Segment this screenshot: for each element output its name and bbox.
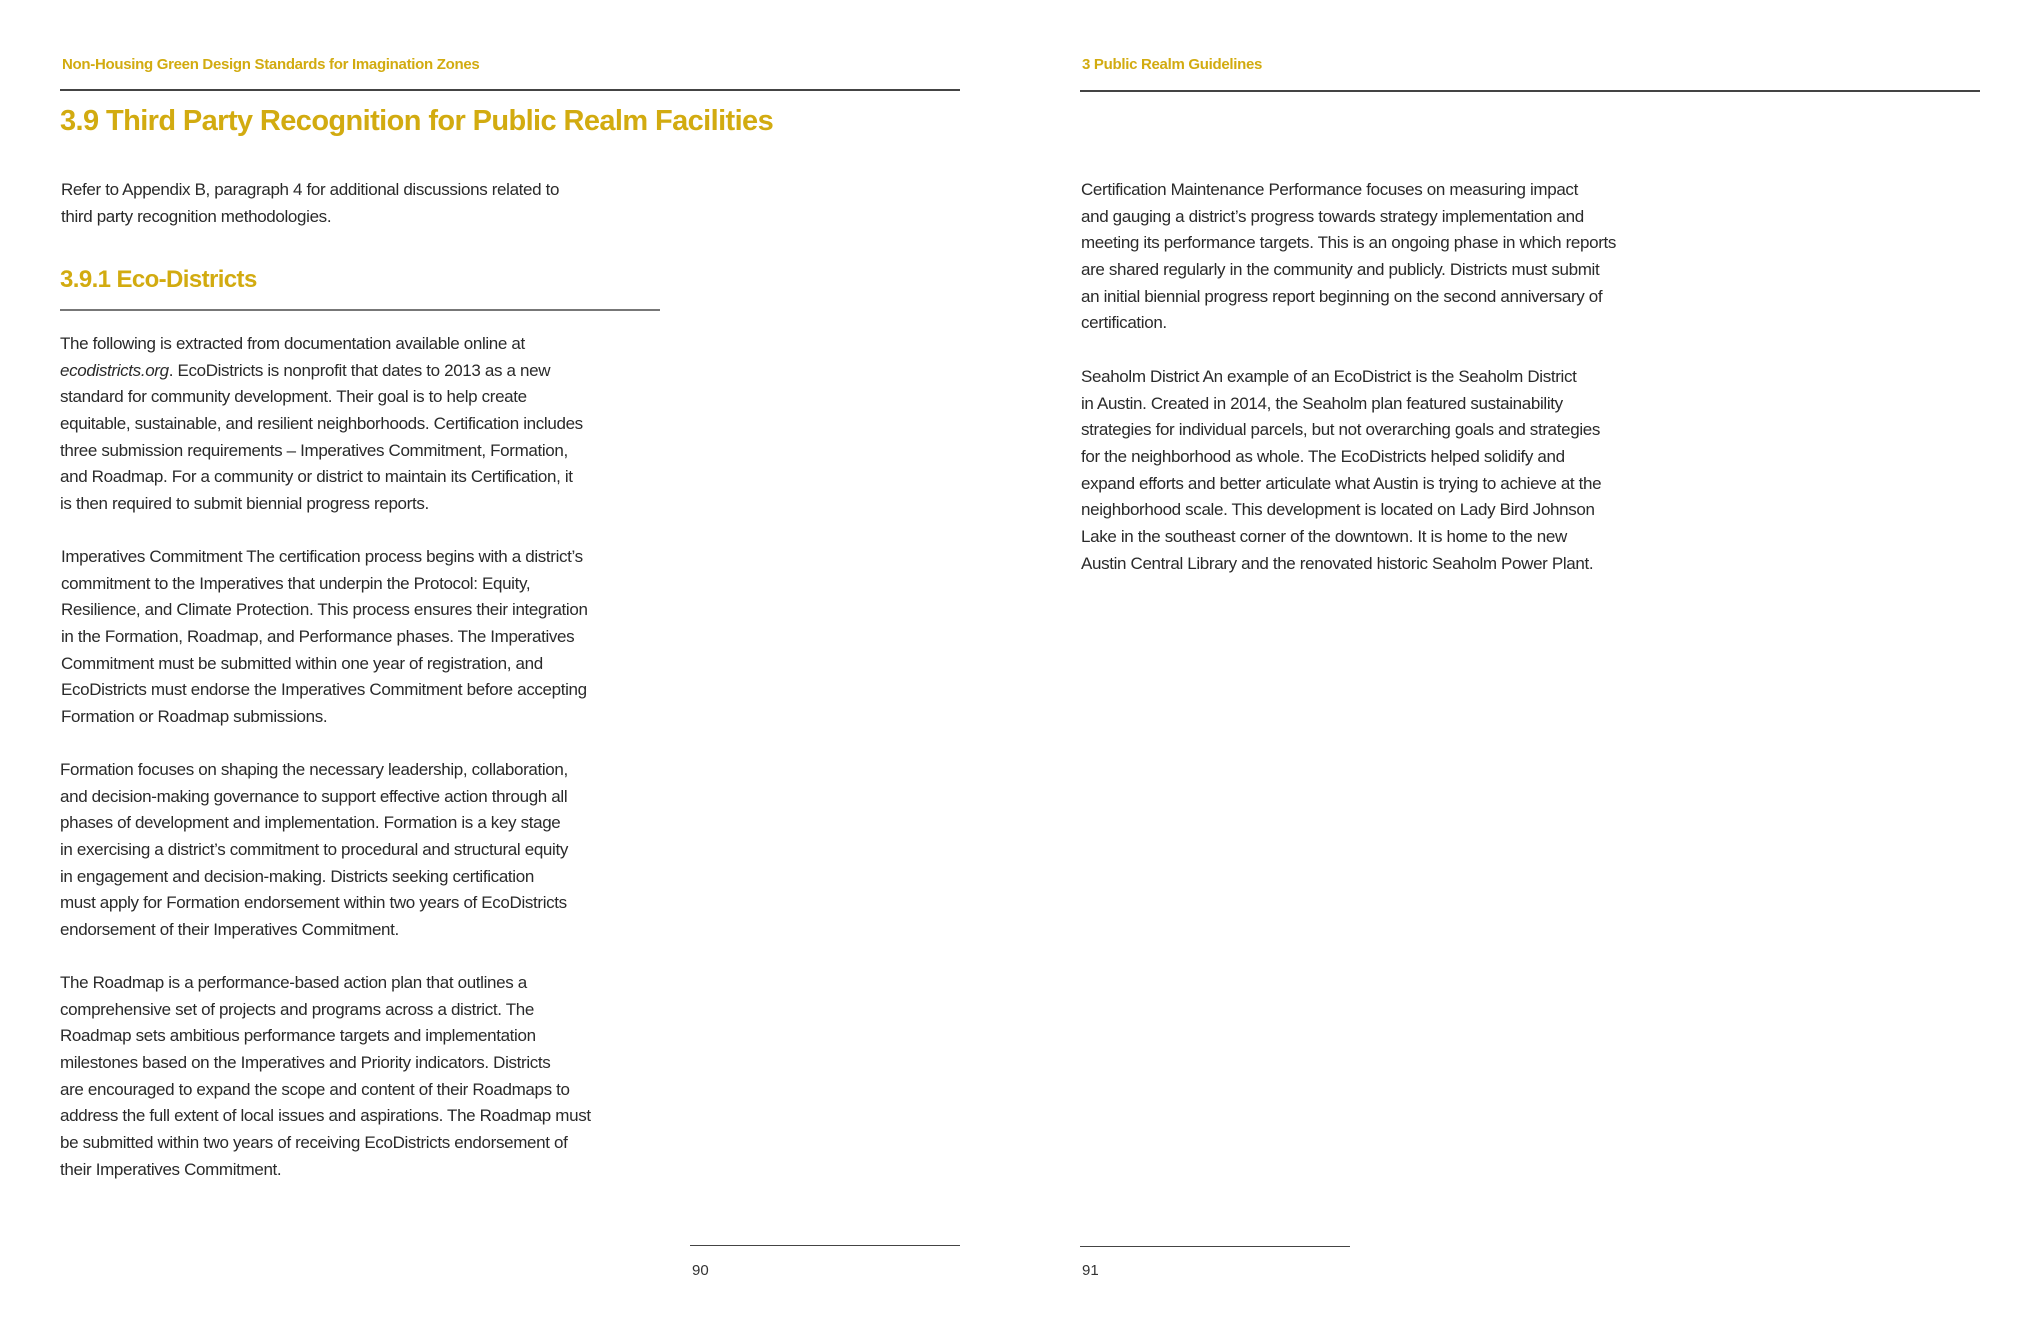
text-line: Formation focuses on shaping the necessary leadership, collaboration, — [60, 760, 568, 779]
text-line: Roadmap sets ambitious performance targets and implementation — [60, 1026, 536, 1046]
text-line: and gauging a district’s progress towards strategy implementation and — [1081, 206, 1584, 226]
text-line: Refer to Appendix B, paragraph 4 for additional discussions related to — [61, 180, 560, 199]
text-line: three submission requirements – Imperatives Commitment, Formation, — [60, 440, 568, 460]
paragraph-3 — [60, 757, 568, 944]
text-line: EcoDistricts must endorse the Imperatives Commitment before accepting — [61, 680, 587, 700]
text-line: endorsement of their Imperatives Commitment. — [60, 920, 399, 940]
text-line: The following is extracted from documentation available online at — [60, 334, 525, 353]
text-line: be submitted within two years of receiving EcoDistricts endorsement of — [60, 1133, 568, 1153]
paragraph-2 — [61, 544, 588, 731]
text-line: neighborhood scale. This development is located on Lady Bird Johnson — [1081, 500, 1595, 520]
running-head: 3 Public Realm Guidelines — [1082, 56, 1263, 73]
text-line: for the neighborhood as whole. The EcoDistricts helped solidify and — [1081, 447, 1565, 467]
text-line: The Roadmap is a performance-based action plan that outlines a — [60, 973, 527, 992]
text-line: equitable, sustainable, and resilient neighborhoods. Certification includes — [60, 414, 583, 434]
paragraph-1 — [1081, 177, 1616, 337]
text-line: in exercising a district’s commitment to procedural and structural equity — [60, 840, 568, 860]
text-line: milestones based on the Imperatives and Priority indicators. Districts — [60, 1053, 551, 1073]
text-line: is then required to submit biennial progress reports. — [60, 494, 429, 514]
intro-paragraph — [61, 177, 559, 230]
text-line: meeting its performance targets. This is an ongoing phase in which reports — [1081, 233, 1617, 253]
text-line: standard for community development. Their goal is to help create — [60, 387, 527, 407]
text-span: . EcoDistricts is nonprofit that dates to 2013 as a new — [168, 360, 551, 380]
footer-rule — [1080, 1246, 1350, 1247]
paragraph-2 — [1081, 364, 1601, 578]
header-rule — [60, 89, 960, 91]
page-number: 90 — [692, 1262, 709, 1279]
text-line: Seaholm District An example of an EcoDistrict is the Seaholm District — [1081, 367, 1577, 386]
subsection-title: 3.9.1 Eco-Districts — [60, 266, 257, 293]
text-line: phases of development and implementation. Formation is a key stage — [60, 813, 561, 833]
text-line: Imperatives Commitment The certification process begins with a district’s — [61, 547, 583, 566]
text-line: an initial biennial progress report beginning on the second anniversary of — [1081, 286, 1603, 306]
text-line: are shared regularly in the community and publicly. Districts must submit — [1081, 260, 1600, 280]
text-line: Commitment must be submitted within one year of registration, and — [61, 653, 543, 673]
text-line: must apply for Formation endorsement within two years of EcoDistricts — [60, 893, 567, 913]
text-line: Austin Central Library and the renovated historic Seaholm Power Plant. — [1081, 553, 1594, 573]
subsection-rule — [60, 309, 660, 311]
text-line: comprehensive set of projects and programs across a district. The — [60, 999, 534, 1019]
text-line: are encouraged to expand the scope and content of their Roadmaps to — [60, 1079, 570, 1099]
text-line: and decision-making governance to support effective action through all — [60, 786, 568, 806]
text-line — [60, 358, 583, 385]
paragraph-1 — [60, 331, 583, 518]
text-line: in Austin. Created in 2014, the Seaholm plan featured sustainability — [1081, 393, 1563, 413]
text-line: in engagement and decision-making. Districts seeking certification — [60, 866, 534, 886]
header-rule — [1080, 90, 1980, 92]
text-line: certification. — [1081, 313, 1167, 333]
page-number: 91 — [1082, 1262, 1099, 1279]
footer-rule — [690, 1245, 960, 1246]
link-ecodistricts[interactable]: ecodistricts.org — [60, 360, 169, 380]
text-line: address the full extent of local issues and aspirations. The Roadmap must — [60, 1106, 591, 1126]
text-line: Formation or Roadmap submissions. — [61, 707, 328, 727]
text-line: in the Formation, Roadmap, and Performance phases. The Imperatives — [61, 627, 575, 647]
text-line: Lake in the southeast corner of the downtown. It is home to the new — [1081, 527, 1567, 547]
running-head: Non-Housing Green Design Standards for Imagination Zones — [62, 56, 480, 73]
text-line: third party recognition methodologies. — [61, 206, 332, 226]
text-line: expand efforts and better articulate what Austin is trying to achieve at the — [1081, 473, 1602, 493]
text-line: and Roadmap. For a community or district to maintain its Certification, it — [60, 467, 573, 487]
paragraph-4 — [60, 970, 591, 1184]
text-line: Resilience, and Climate Protection. This process ensures their integration — [61, 600, 588, 620]
text-line: commitment to the Imperatives that underpin the Protocol: Equity, — [61, 573, 531, 593]
text-line: their Imperatives Commitment. — [60, 1159, 282, 1179]
section-title: 3.9 Third Party Recognition for Public Realm Facilities — [60, 105, 774, 137]
text-line: strategies for individual parcels, but not overarching goals and strategies — [1081, 420, 1601, 440]
right-page — [1020, 0, 2040, 1320]
text-line: Certification Maintenance Performance focuses on measuring impact — [1081, 180, 1578, 199]
